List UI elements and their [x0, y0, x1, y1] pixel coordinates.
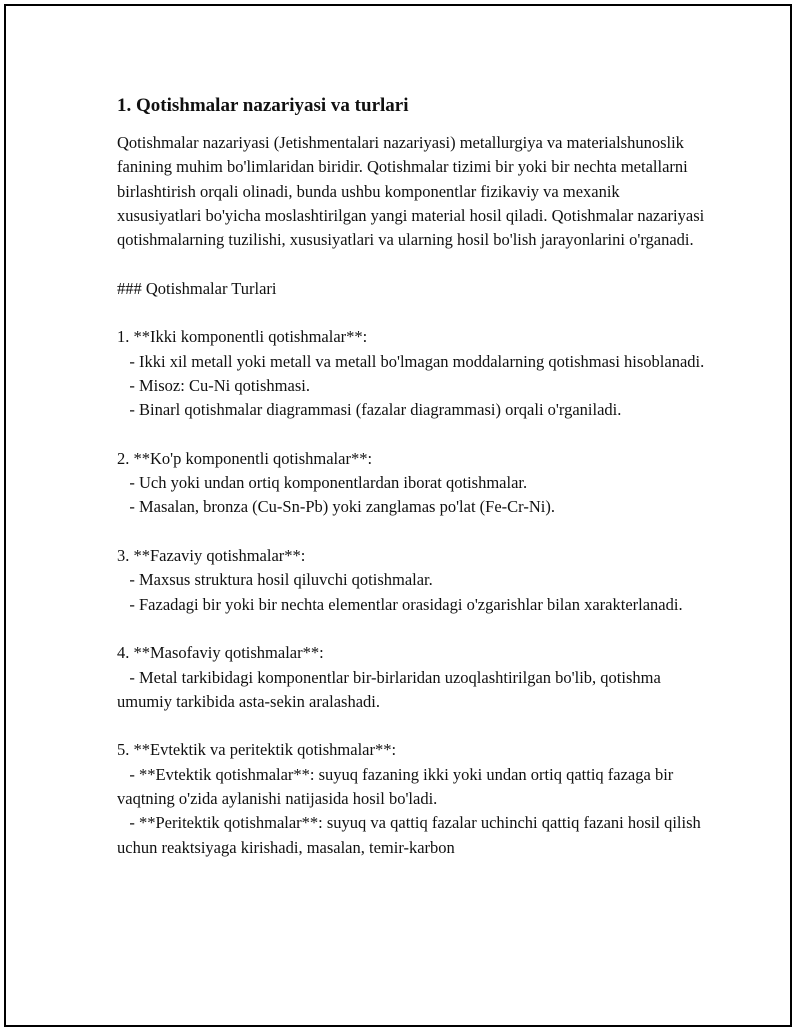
document-body: Qotishmalar nazariyasi (Jetishmentalari nazariyasi) metallurgiya va materialshunoslik fanining muhim bo'limlaridan biridir. Qotishmalar tizimi bir yoki bir nechta metallarni birlashtirish orqali olinadi, bunda ushbu komponentlar fizikaviy va mexanik xususiyatlari bo'yicha moslashtirilgan yangi material hosil qiladi. Qotishmalar nazariyasi qotishmalarning tuzilishi, xususiyatlari va ularning hosil bo'lish jarayonlarini o'rganadi. ### Qotishmalar Turlari 1. **Ikki komponentli qotishmalar**: - Ikki xil metall yoki metall va metall bo'lmagan moddalarning qotishmasi hisoblanadi. - Misoz: Cu-Ni qotishmasi. - Binarl qotishmalar diagrammasi (fazalar diagrammasi) orqali o'rganiladi. 2. **Ko'p komponentli qotishmalar**: - Uch yoki undan ortiq komponentlardan iborat qotishmalar. - Masalan, bronza (Cu-Sn-Pb) yoki zanglamas po'lat (Fe-Cr-Ni). 3. **Fazaviy qotishmalar**: - Maxsus struktura hosil qiluvchi qotishmalar. - Fazadagi bir yoki bir nechta elementlar orasidagi o'zgarishlar bilan xarakterlanadi. 4. **Masofaviy qotishmalar**: - Metal tarkibidagi komponentlar bir-birlaridan uzoqlashtirilgan bo'lib, qotishma umumiy tarkibida asta-sekin aralashadi. 5. **Evtektik va peritektik qotishmalar**: - **Evtektik qotishmalar**: suyuq fazaning ikki yoki undan ortiq qattiq fazaga bir vaqtning o'zida aylanishi natijasida hosil bo'ladi. - **Peritektik qotishmalar**: suyuq va qattiq fazalar uchinchi qattiq fazani hosil qilish uchun reaktsiyaga kirishadi, masalan, temir-karbon	[117, 133, 705, 857]
document-content	[117, 94, 707, 860]
document-title: 1. Qotishmalar nazariyasi va turlari	[117, 95, 409, 116]
